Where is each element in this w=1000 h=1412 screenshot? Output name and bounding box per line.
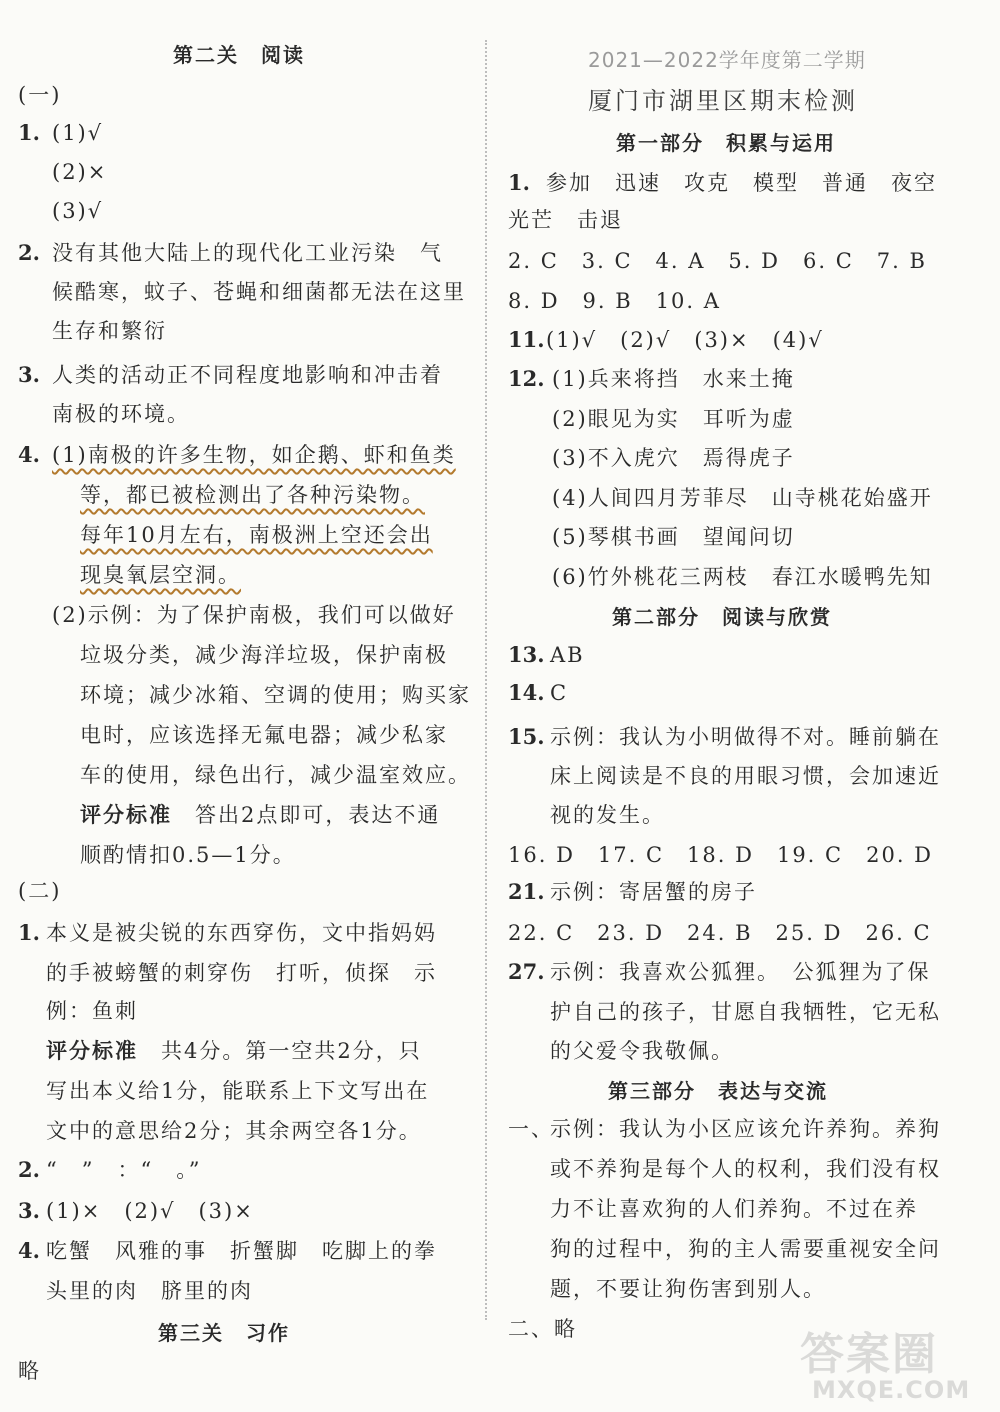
p2q1-number: 1. <box>18 920 40 945</box>
section-title-writing: 第三关 习作 <box>158 1321 290 1345</box>
ra-line4: 狗的过程中，狗的主人需要重视安全问 <box>550 1237 941 1261</box>
r12-item1: (1)兵来将挡 水来土掩 <box>552 367 795 391</box>
p2q4-line2: 头里的肉 脐里的肉 <box>46 1279 253 1303</box>
watermark-text-url: MXQE.COM <box>812 1376 971 1404</box>
r1-line1: 参加 迅速 攻克 模型 普通 夜空 <box>546 171 937 195</box>
r15-line1: 示例：我认为小明做得不对。睡前躺在 <box>550 725 941 749</box>
r22-26-answers: 22. C 23. D 24. B 25. D 26. C <box>508 921 932 945</box>
watermark-logo <box>790 1318 980 1408</box>
r11-answer: (1)√ (2)√ (3)× (4)√ <box>546 328 824 352</box>
r16-20-answers: 16. D 17. C 18. D 19. C 20. D <box>508 843 934 867</box>
part2-label: (二) <box>18 879 62 903</box>
q3-number: 3. <box>18 362 40 387</box>
ra-line5: 题，不要让狗伤害到别人。 <box>550 1277 826 1301</box>
ra-line3: 力不让喜欢狗的人们养狗。不过在养 <box>550 1197 918 1221</box>
r21-number: 21. <box>508 879 545 904</box>
q4-scoring-line2: 顺酌情扣0.5—1分。 <box>80 843 296 867</box>
p2q3-number: 3. <box>18 1198 40 1223</box>
p2q1-line3: 例：鱼刺 <box>46 999 138 1023</box>
q4-scoring <box>80 800 440 830</box>
q1-number: 1. <box>18 120 40 145</box>
r12-item6: (6)竹外桃花三两枝 春江水暖鸭先知 <box>552 565 933 589</box>
r13-number: 13. <box>508 642 545 667</box>
section2-title: 第二部分 阅读与欣赏 <box>612 605 832 629</box>
r11-number: 11. <box>508 327 545 352</box>
p2q3-answer: (1)× (2)√ (3)× <box>46 1199 254 1223</box>
p2q4-line1: 吃蟹 风雅的事 折蟹脚 吃脚上的拳 <box>46 1239 437 1263</box>
r1-number: 1. <box>508 170 530 195</box>
section-title-reading: 第二关 阅读 <box>173 43 305 67</box>
r12-item4: (4)人间四月芳菲尽 山寺桃花始盛开 <box>552 486 933 510</box>
r12-item2: (2)眼见为实 耳听为虚 <box>552 407 795 431</box>
p2q1-line2: 的手被螃蟹的刺穿伤 打听，侦探 示 <box>46 961 437 985</box>
q2-line2: 候酷寒，蚊子、苍蝇和细菌都无法在这里 <box>52 280 466 304</box>
ra-number: 一、 <box>508 1117 554 1141</box>
q2-number: 2. <box>18 240 40 265</box>
r15-number: 15. <box>508 724 545 749</box>
q3-line1: 人类的活动正不同程度地影响和冲击着 <box>52 363 443 387</box>
p2q1-scoring <box>46 1036 422 1066</box>
rb-answer: 二、略 <box>508 1317 577 1341</box>
q4-number: 4. <box>18 442 40 467</box>
r12-item5: (5)琴棋书画 望闻问切 <box>552 525 795 549</box>
q4-line4: 现臭氧层空洞。 <box>80 563 241 587</box>
q4-line3: 每年10月左右，南极洲上空还会出 <box>80 523 433 547</box>
q4-line9: 车的使用，绿色出行，减少温室效应。 <box>80 763 471 787</box>
q2-line1: 没有其他大陆上的现代化工业污染 气 <box>52 241 443 265</box>
p2q1-scoring-line2: 写出本义给1分，能联系上下文写出在 <box>46 1079 430 1103</box>
section3-title: 第三部分 表达与交流 <box>608 1079 828 1103</box>
ra-line1: 示例：我认为小区应该允许养狗。养狗 <box>550 1117 941 1141</box>
r14-number: 14. <box>508 680 545 705</box>
q1-answer-a: (1)√ <box>52 121 104 145</box>
exam-name-title: 厦门市湖里区期末检测 <box>588 87 858 115</box>
r12-item3: (3)不入虎穴 焉得虎子 <box>552 446 795 470</box>
scoring-text: 答出2点即可，表达不通 <box>172 803 441 827</box>
part1-label: (一) <box>18 83 62 107</box>
q4-line5: (2)示例：为了保护南极，我们可以做好 <box>52 603 456 627</box>
r27-line2: 护自己的孩子，甘愿自我牺牲，它无私 <box>550 1000 941 1024</box>
r2-7-answers: 2. C 3. C 4. A 5. D 6. C 7. B <box>508 249 927 273</box>
writing-answer: 略 <box>18 1359 41 1383</box>
scoring-label: 评分标准 <box>80 803 172 827</box>
q2-line3: 生存和繁衍 <box>52 319 167 343</box>
r8-10-answers: 8. D 9. B 10. A <box>508 289 721 313</box>
r27-line3: 的父爱令我敬佩。 <box>550 1039 734 1063</box>
section1-title: 第一部分 积累与运用 <box>616 131 836 155</box>
q3-line2: 南极的环境。 <box>52 402 190 426</box>
p2q2-number: 2. <box>18 1157 40 1182</box>
q1-answer-c: (3)√ <box>52 199 104 223</box>
ra-line2: 或不养狗是每个人的权利，我们没有权 <box>550 1157 941 1181</box>
scoring-text: 共4分。第一空共2分，只 <box>138 1039 422 1063</box>
r1-line2: 光芒 击退 <box>508 208 623 232</box>
column-divider <box>485 40 487 1320</box>
p2q2-answer: “ ” ：“ 。” <box>46 1158 202 1182</box>
r21-answer: 示例：寄居蟹的房子 <box>550 880 757 904</box>
r15-line2: 床上阅读是不良的用眼习惯，会加速近 <box>550 764 941 788</box>
watermark-text-cn: 答案圈 <box>800 1329 938 1380</box>
r12-number: 12. <box>508 366 545 391</box>
r27-line1: 示例：我喜欢公狐狸。 公狐狸为了保 <box>550 960 931 984</box>
r13-answer: AB <box>550 643 585 667</box>
scoring-label: 评分标准 <box>46 1039 138 1063</box>
r14-answer: C <box>550 681 569 705</box>
exam-year-title: 2021—2022学年度第二学期 <box>588 48 866 72</box>
p2q4-number: 4. <box>18 1238 40 1263</box>
q4-line2: 等，都已被检测出了各种污染物。 <box>80 483 425 507</box>
q4-line7: 环境；减少冰箱、空调的使用；购买家 <box>80 683 471 707</box>
q4-line8: 电时，应该选择无氟电器；减少私家 <box>80 723 448 747</box>
p2q1-line1: 本义是被尖锐的东西穿伤，文中指妈妈 <box>46 921 437 945</box>
p2q1-scoring-line3: 文中的意思给2分；其余两空各1分。 <box>46 1119 422 1143</box>
r27-number: 27. <box>508 959 545 984</box>
q4-line1: (1)南极的许多生物，如企鹅、虾和鱼类 <box>52 443 456 467</box>
r15-line3: 视的发生。 <box>550 803 665 827</box>
q1-answer-b: (2)× <box>52 160 108 184</box>
q4-line6: 垃圾分类，减少海洋垃圾，保护南极 <box>80 643 448 667</box>
